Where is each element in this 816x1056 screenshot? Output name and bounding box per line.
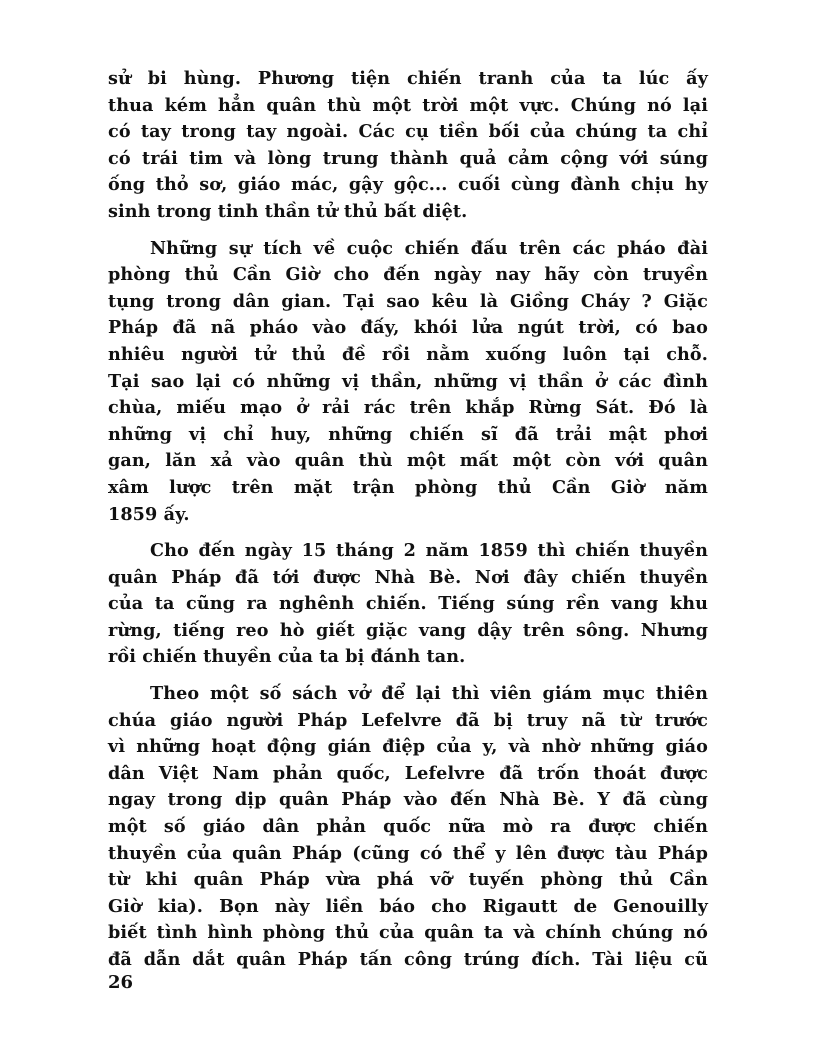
page-number: 26 [108, 972, 134, 993]
text-line: có trái tim và lòng trung thành quả cảm cộng với súng [108, 147, 708, 169]
text-line: tụng trong dân gian. Tại sao kêu là Giồng Cháy ? Giặc [108, 290, 708, 312]
body-text [108, 66, 708, 984]
text-line: vì những hoạt động gián điệp của y, và nhờ những giáo [108, 736, 708, 758]
text-line: thua kém hẳn quân thù một trời một vực. Chúng nó lại [108, 94, 708, 116]
paragraph-3 [108, 538, 708, 671]
text-line: xâm lược trên mặt trận phòng thủ Cần Giờ năm [108, 476, 708, 498]
text-line: Theo một số sách vở để lại thì viên giám mục thiên [150, 683, 708, 705]
text-line: Cho đến ngày 15 tháng 2 năm 1859 thì chiến thuyền [150, 540, 708, 562]
text-line: Những sự tích về cuộc chiến đấu trên các pháo đài [150, 237, 708, 259]
paragraph-4 [108, 681, 708, 974]
text-line: phòng thủ Cần Giờ cho đến ngày nay hãy còn truyền [108, 264, 708, 286]
text-line: chùa, miếu mạo ở rải rác trên khắp Rừng Sát. Đó là [108, 397, 708, 419]
text-line: chúa giáo người Pháp Lefelvre đã bị truy nã từ trước [108, 709, 708, 731]
text-line: sinh trong tinh thần tử thủ bất diệt. [108, 200, 468, 222]
text-line: sử bi hùng. Phương tiện chiến tranh của ta lúc ấy [108, 68, 708, 89]
text-line: dân Việt Nam phản quốc, Lefelvre đã trốn thoát được [108, 762, 708, 784]
text-line: Pháp đã nã pháo vào đấy, khói lửa ngút trời, có bao [108, 317, 708, 339]
text-line: gan, lăn xả vào quân thù một mất một còn với quân [108, 450, 708, 472]
text-line: từ khi quân Pháp vừa phá vỡ tuyến phòng thủ Cần [108, 869, 708, 891]
paragraph-2 [108, 236, 708, 529]
text-line: biết tình hình phòng thủ của quân ta và chính chúng nó [108, 922, 708, 944]
text-line: 1859 ấy. [108, 503, 190, 525]
text-line: rừng, tiếng reo hò giết giặc vang dậy trên sông. Nhưng [108, 619, 708, 641]
text-line: nhiêu người tử thủ đề rồi nằm xuống luôn tại chỗ. [108, 343, 708, 365]
text-line: của ta cũng ra nghênh chiến. Tiếng súng rền vang khu [108, 593, 708, 615]
paragraph-1 [108, 66, 708, 226]
text-line: Giờ kia). Bọn này liền báo cho Rigautt de Genouilly [108, 895, 708, 917]
text-line: những vị chỉ huy, những chiến sĩ đã trải mật phơi [108, 423, 708, 445]
text-line: ống thỏ sơ, giáo mác, gậy gộc... cuối cùng đành chịu hy [108, 174, 708, 196]
text-line: thuyền của quân Pháp (cũng có thể y lên được tàu Pháp [108, 842, 708, 864]
text-line: có tay trong tay ngoài. Các cụ tiền bối của chúng ta chỉ [108, 121, 708, 143]
text-line: Tại sao lại có những vị thần, những vị thần ở các đình [108, 370, 708, 392]
text-line: một số giáo dân phản quốc nữa mò ra được chiến [108, 816, 708, 838]
text-line: rồi chiến thuyền của ta bị đánh tan. [108, 646, 466, 668]
text-line: quân Pháp đã tới được Nhà Bè. Nơi đây chiến thuyền [108, 566, 708, 588]
text-line: ngay trong dịp quân Pháp vào đến Nhà Bè. Y đã cùng [108, 789, 708, 811]
text-line: đã dẫn dắt quân Pháp tấn công trúng đích. Tài liệu cũ [108, 949, 708, 970]
